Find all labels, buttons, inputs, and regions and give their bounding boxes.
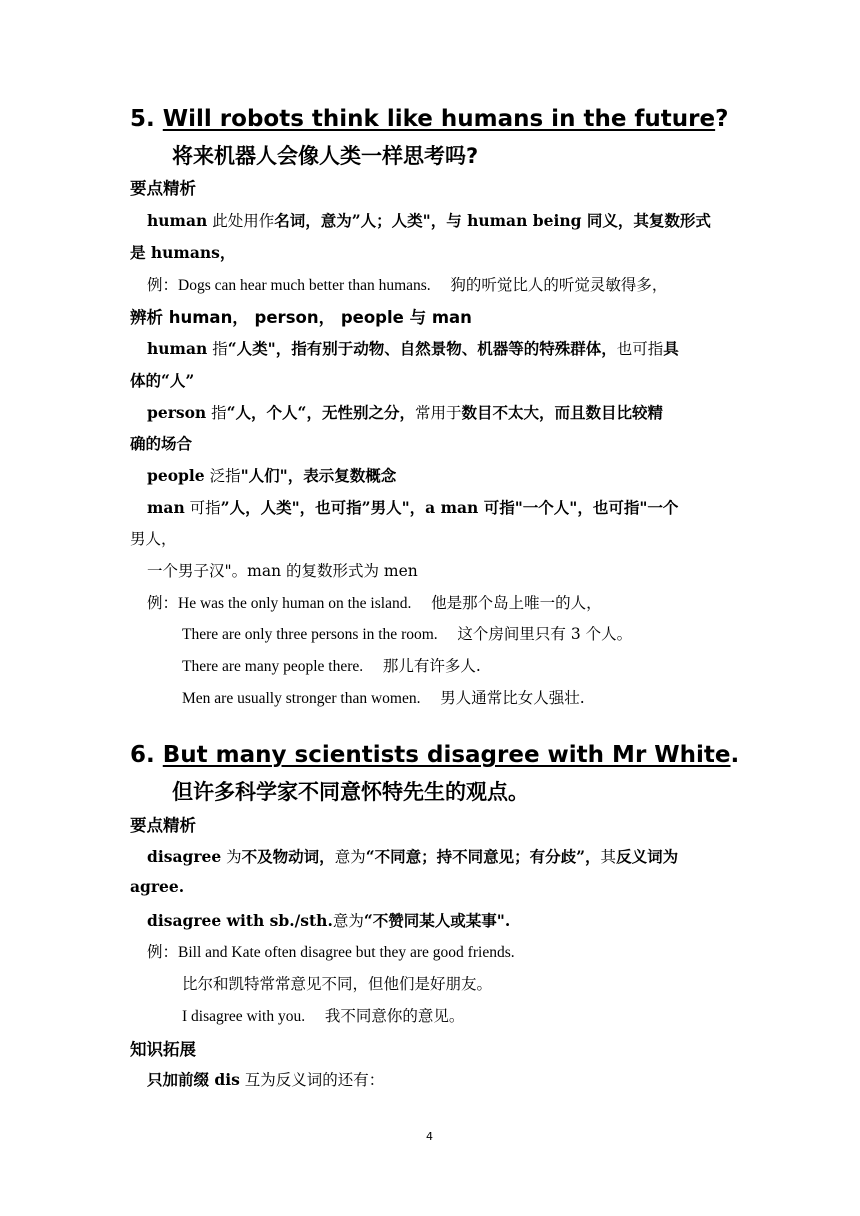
people-definition: people 泛指"人们"，表示复数概念 (147, 466, 397, 485)
section6-translation: 但许多科学家不同意怀特先生的观点。 (172, 780, 529, 804)
section6-heading (130, 742, 739, 768)
section5-human-note-line2: 是 humans， (130, 243, 236, 262)
page-number: 4 (426, 1130, 433, 1143)
section5-question-mark: ? (715, 106, 729, 132)
example-item: 例：Bill and Kate often disagree but they are good friends. (147, 943, 515, 961)
section6-sentence: But many scientists disagree with Mr White (162, 742, 731, 768)
section6-period: . (730, 742, 740, 768)
section5-example-1: 例：Dogs can hear much better than humans. 狗的听觉比人的听觉灵敏得多， (147, 276, 668, 294)
section5-human-note: human 此处用作名词，意为”人；人类"，与 human being 同义，其复数形式 (147, 211, 711, 230)
man-definition: man 可指”人，人类"，也可指”男人"，a man 可指"一个人"，也可指"一个 (147, 498, 679, 517)
section5-heading (130, 106, 728, 132)
example-item: 比尔和凯特常常意见不同，但他们是好朋友。 (182, 975, 493, 993)
section5-number: 5. (130, 106, 155, 132)
human-definition-line2: 体的“人” (130, 371, 195, 390)
person-definition: person 指“人，个人“，无性别之分，常用于数目不太大，而且数目比较精 (147, 403, 664, 422)
disagree-definition-line2: agree. (130, 877, 185, 896)
example-item: There are only three persons in the room. 这个房间里只有 3 个人。 (182, 625, 633, 643)
person-definition-line2: 确的场合 (130, 434, 193, 453)
example-item: Men are usually stronger than women. 男人通常比女人强壮. (182, 689, 585, 707)
disagree-definition: disagree 为不及物动词，意为“不同意；持不同意见；有分歧”，其反义词为 (147, 847, 679, 866)
section5-translation: 将来机器人会像人类一样思考吗? (172, 144, 479, 168)
disagree-with-phrase: disagree with sb./sth.意为“不赞同某人或某事". (147, 911, 511, 930)
example-item: 例：He was the only human on the island. 他是那个岛上唯一的人， (147, 594, 602, 612)
section5-question: Will robots think like humans in the future (162, 106, 716, 132)
distinguish-heading: 辨析 human， person， people 与 man (130, 308, 472, 327)
section6-key-points-label: 要点精析 (130, 816, 196, 835)
man-definition-line3: 一个男子汉"。man 的复数形式为 men (147, 562, 418, 580)
extension-label: 知识拓展 (130, 1040, 196, 1059)
human-definition: human 指“人类"，指有别于动物、自然景物、机器等的特殊群体，也可指具 (147, 339, 679, 358)
extension-text: 只加前缀 dis 互为反义词的还有： (147, 1070, 385, 1089)
section6-number: 6. (130, 742, 155, 768)
example-item: There are many people there. 那儿有许多人. (182, 657, 481, 675)
man-definition-line2: 男人， (130, 530, 177, 548)
example-item: I disagree with you. 我不同意你的意见。 (182, 1007, 465, 1025)
section5-key-points-label: 要点精析 (130, 179, 196, 198)
